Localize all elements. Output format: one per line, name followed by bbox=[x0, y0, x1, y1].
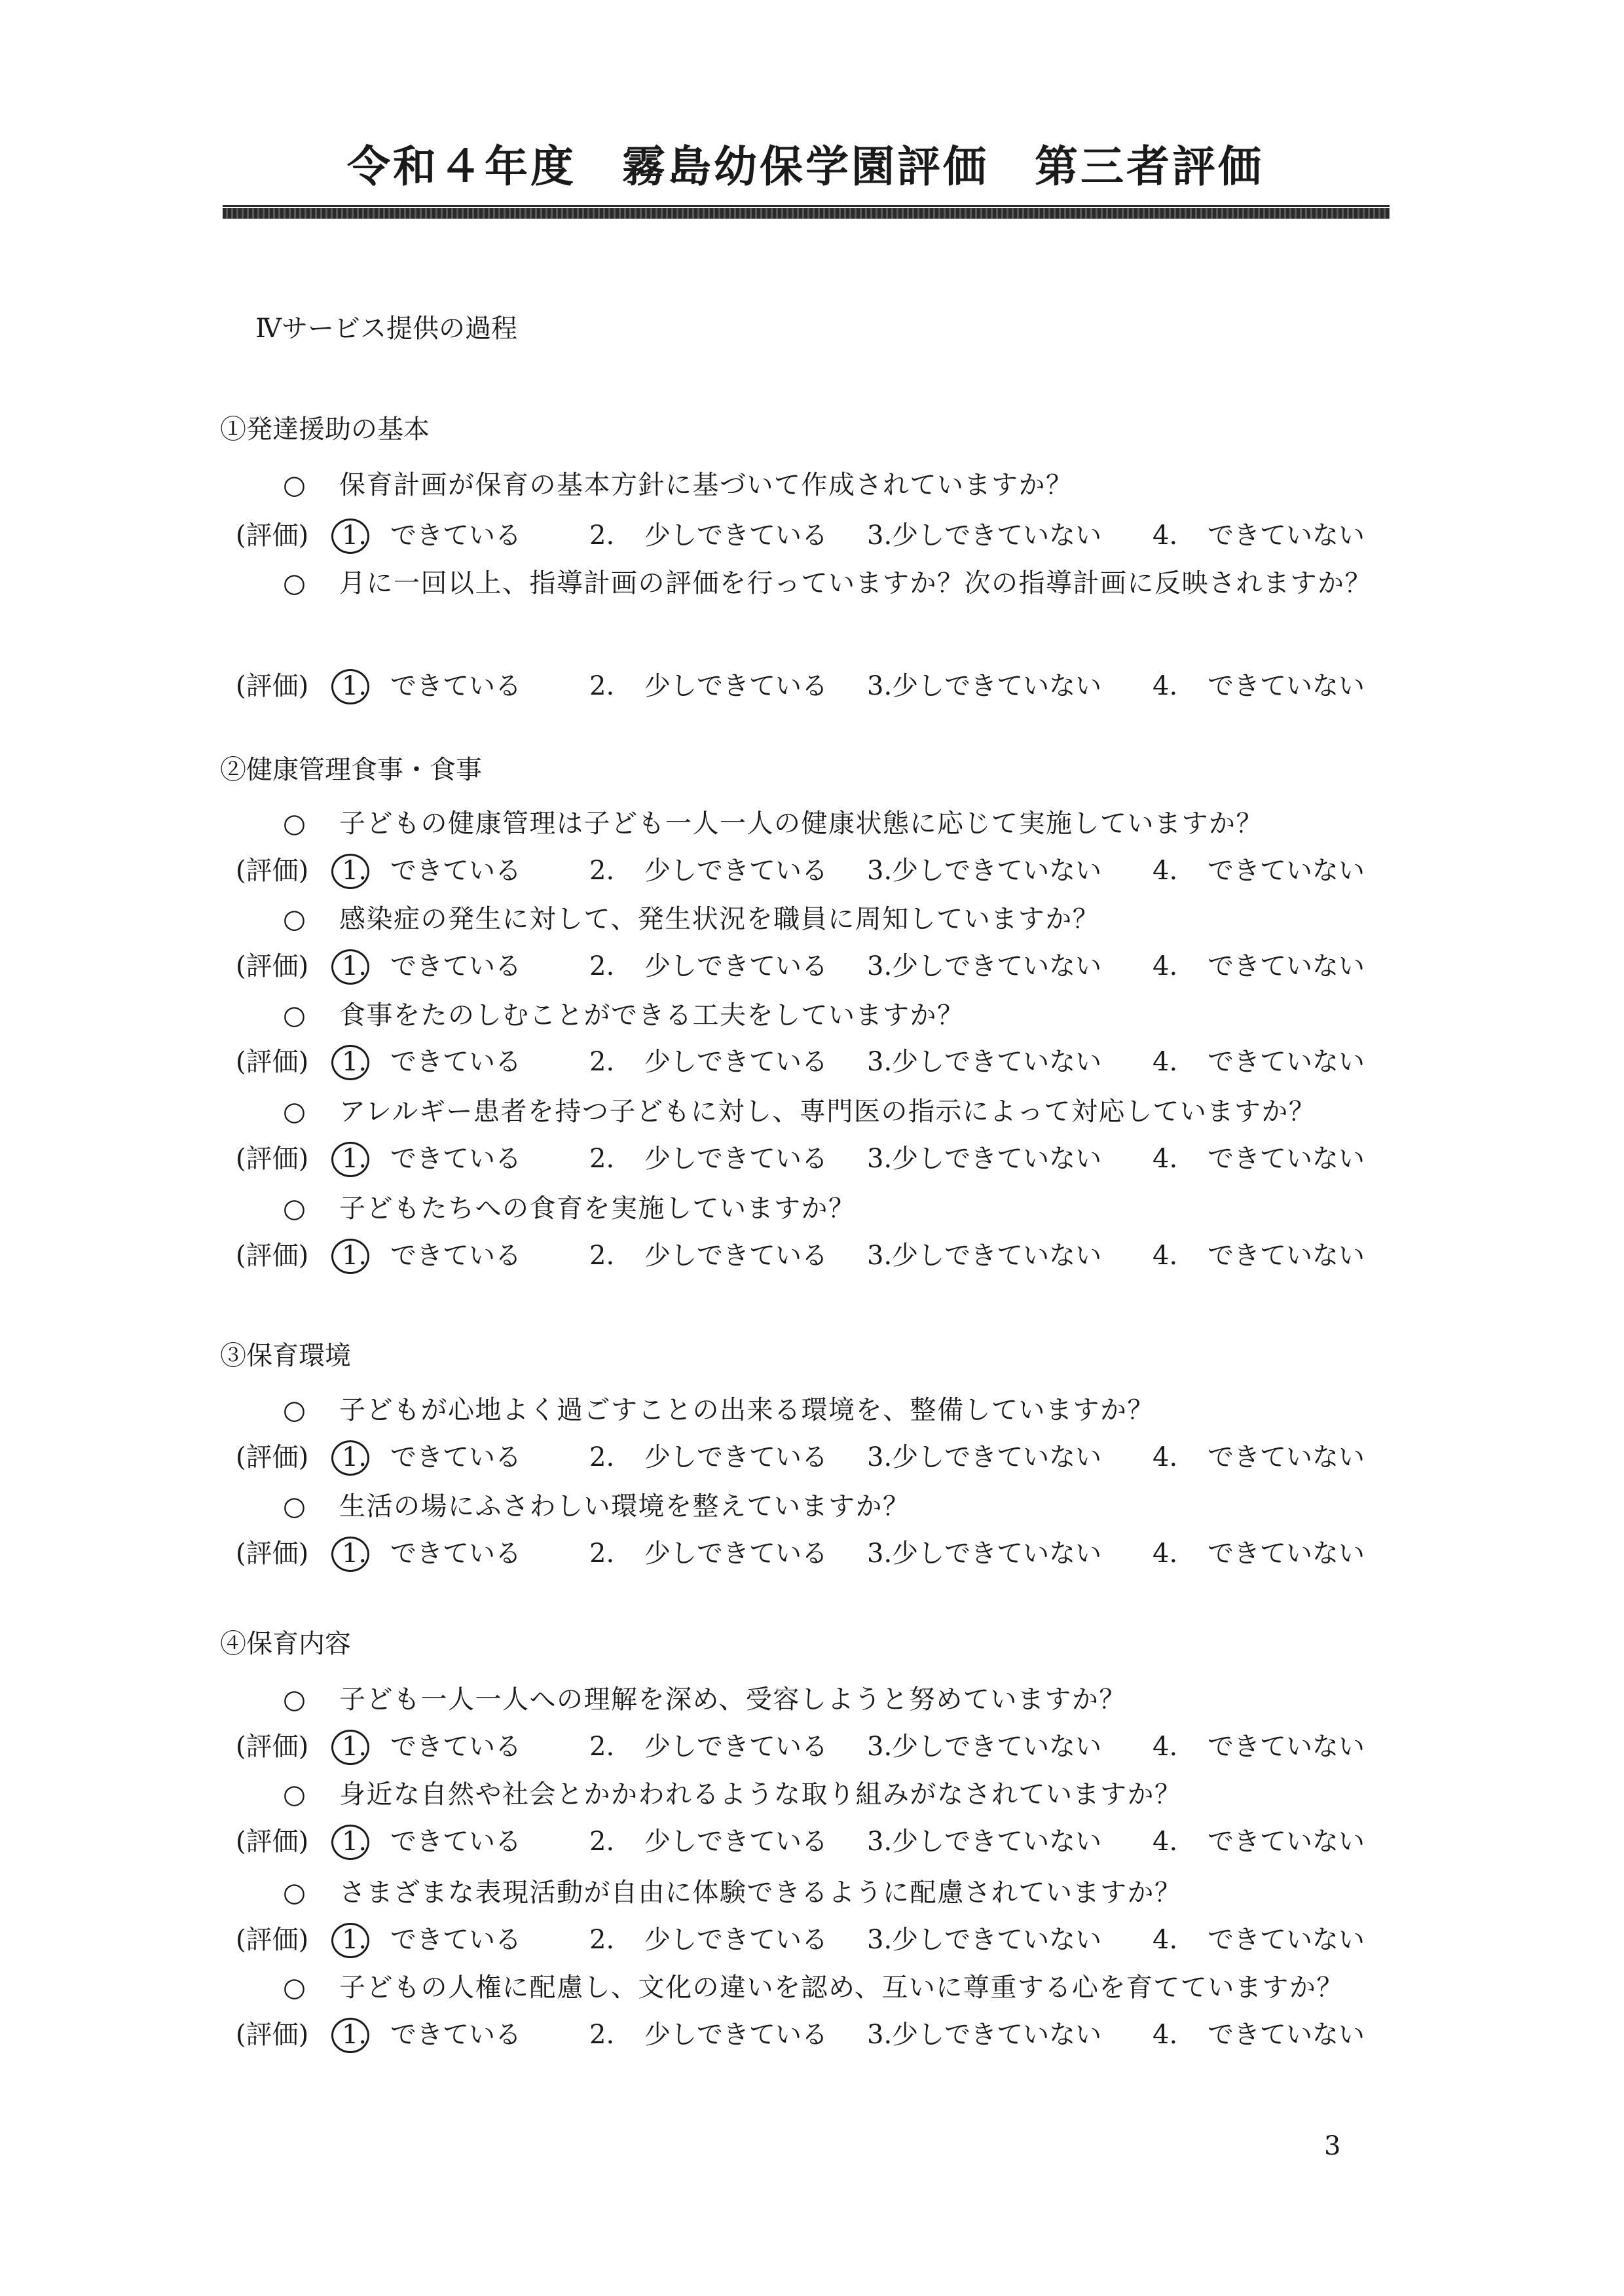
option-2-text: 少しできている bbox=[644, 671, 828, 701]
question-item bbox=[283, 896, 1376, 943]
bullet-circle-icon: ○ bbox=[283, 809, 306, 839]
question-item bbox=[283, 1771, 1376, 1818]
option-2-text: 少しできている bbox=[644, 520, 828, 551]
bullet-circle-icon: ○ bbox=[283, 1194, 306, 1224]
option-2-number: 2. bbox=[589, 1732, 615, 1762]
question-item bbox=[283, 1964, 1376, 2011]
option-4-text: できていない bbox=[1208, 1732, 1365, 1762]
title-underline bbox=[223, 208, 1390, 219]
rating-label: (評価) bbox=[236, 671, 309, 701]
question-text: 生活の場にふさわしい環境を整えていますか？ bbox=[339, 1491, 910, 1522]
rating-label: (評価) bbox=[236, 1732, 309, 1762]
option-2-text: 少しできている bbox=[644, 951, 828, 981]
option-1-number: 1. bbox=[341, 1047, 367, 1077]
rating-row bbox=[236, 2016, 1388, 2053]
rating-row bbox=[236, 668, 1388, 704]
option-3-text: 3.少しできていない bbox=[867, 1241, 1102, 1271]
question-item bbox=[283, 560, 1376, 607]
rating-label: (評価) bbox=[236, 1442, 309, 1472]
option-3-text: 3.少しできていない bbox=[867, 520, 1102, 551]
question-text: 身近な自然や社会とかかわれるような取り組みがなされていますか？ bbox=[339, 1779, 1182, 1810]
selected-option-circle-icon bbox=[331, 1239, 369, 1274]
option-4-number: 4. bbox=[1153, 1827, 1178, 1857]
question-text: 保育計画が保育の基本方針に基づいて作成されていますか？ bbox=[339, 470, 1073, 500]
option-1-number: 1. bbox=[341, 1539, 367, 1569]
rating-row bbox=[236, 1044, 1388, 1080]
selected-option-circle-icon bbox=[331, 519, 369, 554]
option-4-text: できていない bbox=[1208, 856, 1365, 886]
option-4-number: 4. bbox=[1153, 1442, 1178, 1472]
option-3-text: 3.少しできていない bbox=[867, 951, 1102, 981]
option-2-number: 2. bbox=[589, 671, 615, 701]
option-4-number: 4. bbox=[1153, 856, 1178, 886]
rating-label: (評価) bbox=[236, 856, 309, 886]
option-1-text: できている bbox=[390, 1144, 521, 1174]
question-item bbox=[283, 992, 1376, 1039]
question-item bbox=[283, 1676, 1376, 1723]
section-heading: ②健康管理食事・食事 bbox=[220, 755, 482, 785]
rating-label: (評価) bbox=[236, 1144, 309, 1174]
option-2-text: 少しできている bbox=[644, 1241, 828, 1271]
option-2-text: 少しできている bbox=[644, 1539, 828, 1569]
option-1-text: できている bbox=[390, 2020, 521, 2050]
bullet-circle-icon: ○ bbox=[283, 568, 306, 598]
selected-option-circle-icon bbox=[331, 1923, 369, 1958]
option-4-number: 4. bbox=[1153, 1925, 1178, 1955]
question-text: 子どもの健康管理は子ども一人一人の健康状態に応じて実施していますか？ bbox=[339, 809, 1263, 839]
question-item bbox=[283, 462, 1376, 509]
option-4-text: できていない bbox=[1208, 951, 1365, 981]
selected-option-circle-icon bbox=[331, 949, 369, 985]
option-2-number: 2. bbox=[589, 1144, 615, 1174]
selected-option-circle-icon bbox=[331, 2018, 369, 2053]
question-text: 感染症の発生に対して、発生状況を職員に周知していますか？ bbox=[339, 904, 1100, 934]
option-3-text: 3.少しできていない bbox=[867, 1925, 1102, 1955]
option-3-text: 3.少しできていない bbox=[867, 1442, 1102, 1472]
selected-option-circle-icon bbox=[331, 1730, 369, 1765]
rating-row bbox=[236, 1140, 1388, 1177]
question-text: 子どもが心地よく過ごすことの出来る環境を、整備していますか？ bbox=[339, 1395, 1154, 1425]
selected-option-circle-icon bbox=[331, 1825, 369, 1860]
option-2-text: 少しできている bbox=[644, 1144, 828, 1174]
option-3-text: 3.少しできていない bbox=[867, 1047, 1102, 1077]
option-2-text: 少しできている bbox=[644, 1925, 828, 1955]
rating-row bbox=[236, 1728, 1388, 1765]
option-1-text: できている bbox=[390, 1442, 521, 1472]
option-1-number: 1. bbox=[341, 1241, 367, 1271]
bullet-circle-icon: ○ bbox=[283, 904, 306, 934]
option-2-number: 2. bbox=[589, 1539, 615, 1569]
option-4-text: できていない bbox=[1208, 1925, 1365, 1955]
option-1-text: できている bbox=[390, 1047, 521, 1077]
selected-option-circle-icon bbox=[331, 854, 369, 889]
option-2-text: 少しできている bbox=[644, 1442, 828, 1472]
bullet-circle-icon: ○ bbox=[283, 1097, 306, 1127]
option-4-text: できていない bbox=[1208, 520, 1365, 551]
question-item bbox=[283, 1088, 1376, 1135]
bullet-circle-icon: ○ bbox=[283, 1973, 306, 2003]
option-2-number: 2. bbox=[589, 520, 615, 551]
option-4-text: できていない bbox=[1208, 1442, 1365, 1472]
rating-label: (評価) bbox=[236, 2020, 309, 2050]
option-3-text: 3.少しできていない bbox=[867, 1539, 1102, 1569]
question-item bbox=[283, 800, 1376, 847]
option-1-number: 1. bbox=[341, 1732, 367, 1762]
option-3-text: 3.少しできていない bbox=[867, 1827, 1102, 1857]
rating-row bbox=[236, 1237, 1388, 1274]
option-4-number: 4. bbox=[1153, 2020, 1178, 2050]
option-1-number: 1. bbox=[341, 951, 367, 981]
option-1-text: できている bbox=[390, 1732, 521, 1762]
option-4-text: できていない bbox=[1208, 1144, 1365, 1174]
bullet-circle-icon: ○ bbox=[283, 1395, 306, 1425]
option-4-text: できていない bbox=[1208, 2020, 1365, 2050]
option-2-number: 2. bbox=[589, 951, 615, 981]
question-text: アレルギー患者を持つ子どもに対し、専門医の指示によって対応していますか？ bbox=[339, 1097, 1316, 1127]
selected-option-circle-icon bbox=[331, 1537, 369, 1572]
option-2-number: 2. bbox=[589, 2020, 615, 2050]
option-1-number: 1. bbox=[341, 1144, 367, 1174]
section-heading: ③保育環境 bbox=[220, 1341, 351, 1371]
question-text: 月に一回以上、指導計画の評価を行っていますか？次の指導計画に反映されますか？ bbox=[339, 568, 1372, 598]
option-4-number: 4. bbox=[1153, 1047, 1178, 1077]
option-1-number: 1. bbox=[341, 671, 367, 701]
option-2-number: 2. bbox=[589, 856, 615, 886]
rating-row bbox=[236, 1922, 1388, 1958]
section-heading: ④保育内容 bbox=[220, 1629, 351, 1659]
question-text: 子どもの人権に配慮し、文化の違いを認め、互いに尊重する心を育てていますか？ bbox=[339, 1973, 1344, 2003]
rating-label: (評価) bbox=[236, 520, 309, 551]
option-3-text: 3.少しできていない bbox=[867, 1732, 1102, 1762]
question-item bbox=[283, 1483, 1376, 1530]
bullet-circle-icon: ○ bbox=[283, 1685, 306, 1715]
bullet-circle-icon: ○ bbox=[283, 1878, 306, 1908]
rating-row bbox=[236, 1823, 1388, 1860]
rating-label: (評価) bbox=[236, 1925, 309, 1955]
question-text: 食事をたのしむことができる工夫をしていますか？ bbox=[339, 1000, 965, 1030]
option-4-number: 4. bbox=[1153, 520, 1178, 551]
bullet-circle-icon: ○ bbox=[283, 1491, 306, 1522]
option-3-text: 3.少しできていない bbox=[867, 671, 1102, 701]
option-2-text: 少しできている bbox=[644, 1732, 828, 1762]
option-1-number: 1. bbox=[341, 520, 367, 551]
option-2-text: 少しできている bbox=[644, 856, 828, 886]
rating-label: (評価) bbox=[236, 1047, 309, 1077]
rating-label: (評価) bbox=[236, 1241, 309, 1271]
option-2-number: 2. bbox=[589, 1047, 615, 1077]
question-item bbox=[283, 1869, 1376, 1916]
option-4-text: できていない bbox=[1208, 1241, 1365, 1271]
option-4-text: できていない bbox=[1208, 1539, 1365, 1569]
question-text: さまざまな表現活動が自由に体験できるように配慮されていますか？ bbox=[339, 1878, 1182, 1908]
option-2-number: 2. bbox=[589, 1442, 615, 1472]
option-2-number: 2. bbox=[589, 1925, 615, 1955]
bullet-circle-icon: ○ bbox=[283, 1779, 306, 1810]
option-4-number: 4. bbox=[1153, 1144, 1178, 1174]
rating-row bbox=[236, 852, 1388, 889]
rating-row bbox=[236, 1535, 1388, 1572]
option-2-text: 少しできている bbox=[644, 1827, 828, 1857]
option-3-text: 3.少しできていない bbox=[867, 856, 1102, 886]
rating-label: (評価) bbox=[236, 1539, 309, 1569]
option-1-number: 1. bbox=[341, 1925, 367, 1955]
option-1-text: できている bbox=[390, 1925, 521, 1955]
option-1-number: 1. bbox=[341, 856, 367, 886]
option-1-number: 1. bbox=[341, 1442, 367, 1472]
rating-row bbox=[236, 517, 1388, 554]
option-1-text: できている bbox=[390, 1539, 521, 1569]
option-1-text: できている bbox=[390, 951, 521, 981]
option-2-number: 2. bbox=[589, 1827, 615, 1857]
option-1-text: できている bbox=[390, 1827, 521, 1857]
option-4-number: 4. bbox=[1153, 951, 1178, 981]
option-1-number: 1. bbox=[341, 1827, 367, 1857]
rating-label: (評価) bbox=[236, 951, 309, 981]
option-2-number: 2. bbox=[589, 1241, 615, 1271]
option-2-text: 少しできている bbox=[644, 2020, 828, 2050]
option-4-text: できていない bbox=[1208, 671, 1365, 701]
question-text: 子どもたちへの食育を実施していますか？ bbox=[339, 1194, 856, 1224]
question-text: 子ども一人一人への理解を深め、受容しようと努めていますか？ bbox=[339, 1685, 1126, 1715]
page-number: 3 bbox=[1324, 2131, 1341, 2161]
question-item bbox=[283, 1387, 1376, 1434]
option-4-number: 4. bbox=[1153, 1539, 1178, 1569]
option-1-text: できている bbox=[390, 1241, 521, 1271]
option-2-text: 少しできている bbox=[644, 1047, 828, 1077]
selected-option-circle-icon bbox=[331, 1440, 369, 1476]
rating-label: (評価) bbox=[236, 1827, 309, 1857]
rating-row bbox=[236, 1439, 1388, 1476]
option-3-text: 3.少しできていない bbox=[867, 1144, 1102, 1174]
option-4-number: 4. bbox=[1153, 1241, 1178, 1271]
option-1-number: 1. bbox=[341, 2020, 367, 2050]
section-heading: ①発達援助の基本 bbox=[220, 414, 430, 445]
option-1-text: できている bbox=[390, 856, 521, 886]
option-1-text: できている bbox=[390, 671, 521, 701]
option-3-text: 3.少しできていない bbox=[867, 2020, 1102, 2050]
question-item bbox=[283, 1185, 1376, 1232]
option-1-text: できている bbox=[390, 520, 521, 551]
rating-row bbox=[236, 948, 1388, 985]
page-title: 令和４年度 霧島幼保学園評価 第三者評価 bbox=[347, 141, 1264, 192]
option-4-text: できていない bbox=[1208, 1047, 1365, 1077]
bullet-circle-icon: ○ bbox=[283, 1000, 306, 1030]
selected-option-circle-icon bbox=[331, 669, 369, 704]
selected-option-circle-icon bbox=[331, 1142, 369, 1177]
bullet-circle-icon: ○ bbox=[283, 470, 306, 500]
option-4-text: できていない bbox=[1208, 1827, 1365, 1857]
selected-option-circle-icon bbox=[331, 1045, 369, 1080]
subsection-title: Ⅳサービス提供の過程 bbox=[255, 314, 517, 344]
option-4-number: 4. bbox=[1153, 1732, 1178, 1762]
option-4-number: 4. bbox=[1153, 671, 1178, 701]
